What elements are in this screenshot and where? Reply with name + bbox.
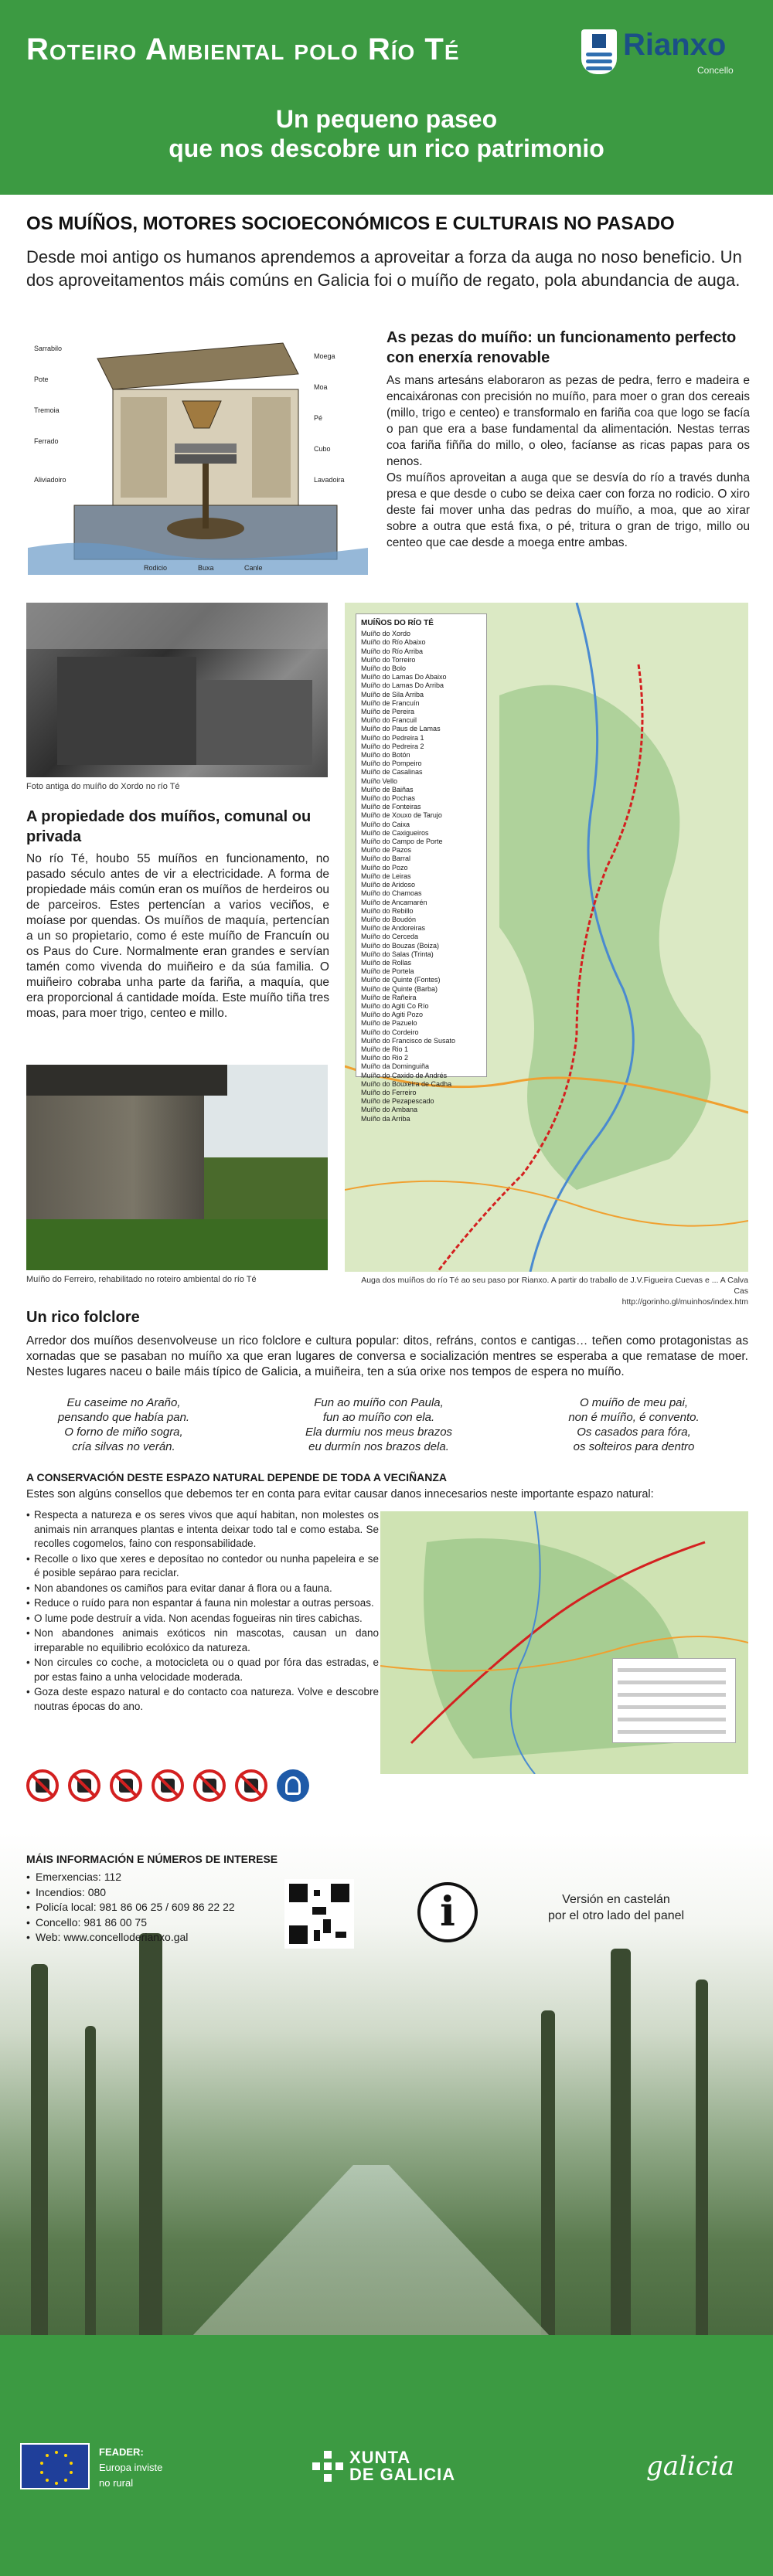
- poem-2: [286, 1395, 472, 1454]
- map-legend-item: Muíño de Leiras: [361, 872, 411, 880]
- map-legend-item: Muíño da Dominguiña: [361, 1062, 430, 1071]
- xunta-line2: DE GALICIA: [349, 2465, 456, 2484]
- map-legend-item: Muíño do Bolo: [361, 664, 407, 673]
- poem-line: O forno de miño sogra,: [64, 1426, 183, 1439]
- header-banner: [0, 0, 773, 195]
- map-legend-item: Muíño do Pozo: [361, 863, 408, 872]
- xunta-line1: XUNTA: [349, 2448, 411, 2467]
- info-list: [26, 1870, 235, 1946]
- map-legend-item: Muíño de Rio 1: [361, 1045, 409, 1053]
- conservation-item: • Non circules co coche, a motocicleta ou o quad por fóra das estradas, e por estas faino a unha velocidade moderada.: [26, 1656, 379, 1684]
- map-caption: [345, 1275, 748, 1307]
- info-item: • Incendios: 080: [26, 1885, 235, 1901]
- map-legend-item: Muíño de Quinte (Barba): [361, 984, 438, 993]
- map-legend-item: Muíño de Pezapescado: [361, 1097, 434, 1106]
- map-legend-item: Muíño Vello: [361, 777, 398, 785]
- map-legend-item: Muíño de Quinte (Fontes): [361, 976, 441, 984]
- rianxo-logo: [581, 28, 751, 77]
- map-legend-item: Muíño de Casalinas: [361, 768, 423, 777]
- conservation-intro: Estes son algúns consellos que debemos ter en conta para evitar causar danos innecesarios neste importante espazo natural:: [26, 1488, 654, 1500]
- no-fire-icon: [26, 1769, 59, 1802]
- mill-diagram: [28, 328, 368, 575]
- version-line2: por el otro lado del panel: [547, 1909, 685, 1922]
- propiedade-title: A propiedade dos muíños, comunal ou privada: [26, 808, 312, 845]
- footer-banner: [0, 2335, 773, 2576]
- eu-flag-icon: [20, 2443, 90, 2489]
- ferreiro-mill-photo: [26, 1065, 328, 1270]
- map-legend-item: Muíño do Paus de Lamas: [361, 725, 441, 733]
- diagram-label: Cubo: [314, 445, 331, 453]
- xunta-text: [349, 2449, 455, 2483]
- conservation-title: A CONSERVACIÓN DESTE ESPAZO NATURAL DEPENDE DE TODA A VECIÑANZA: [26, 1471, 447, 1483]
- poem-line: eu durmín nos brazos dela.: [308, 1440, 449, 1453]
- map-legend-item: Muíño de Xouxo de Tarujo: [361, 811, 442, 820]
- map-legend-item: Muíño do Campo de Porte: [361, 838, 443, 846]
- feader-line1: Europa inviste: [99, 2462, 163, 2473]
- diagram-label: Buxa: [198, 564, 214, 572]
- pezas-text: [386, 372, 750, 551]
- map-legend-item: Muíño do Rio 2: [361, 1054, 409, 1062]
- rianxo-shield-icon: [581, 29, 617, 74]
- feader-title: FEADER:: [99, 2446, 144, 2458]
- map-legend-item: Muíño do Agiti Pozo: [361, 1011, 424, 1019]
- poem-line: non é muíño, é convento.: [568, 1411, 700, 1424]
- map-legend-item: Muíño do Salas (Trinta): [361, 950, 434, 958]
- conservation-item: • Non abandones os camiños para evitar danar á flora ou a fauna.: [26, 1582, 379, 1596]
- mills-route-map: [345, 603, 748, 1272]
- poem-line: Os casados para fóra,: [577, 1426, 691, 1439]
- diagram-label: Pé: [314, 414, 323, 422]
- pezas-title: As pezas do muíño: un funcionamento perfecto con enerxía renovable: [386, 329, 737, 366]
- map-legend-item: Muíño do Ambana: [361, 1106, 418, 1114]
- map-legend-item: Muíño do Lamas Do Arriba: [361, 681, 444, 690]
- map-legend-item: Muíño do Bouxeira de Cadha: [361, 1079, 452, 1088]
- conservation-item: • Recolle o lixo que xeres e deposítao no contedor ou nunha papeleira e se é posible sepárao para reciclar.: [26, 1552, 379, 1581]
- diagram-label: Moa: [314, 383, 328, 391]
- version-note: [512, 1891, 720, 1924]
- poem-line: fun ao muíño con ela.: [322, 1411, 435, 1424]
- propiedade-text: No río Té, houbo 55 muíños en funcionamento, no pasado século antes de vir a electricidade. A forma de propiedade máis común eran os muíños de herdeiros ou de parceiros. Estes pertencían a varios veciños, e moíase por quendas. Os muíños de maquía, pertencían a un so propietario, como é este muíño de Francuín ou os Paus do Cure. Normalmente eran grandes e servían tamén como vivenda do muiñeiro e da súa familia. O muiñeiro cobraba unha parte da fariña, a maquía, que era proporcional á cantidade moída. Este muíño tiña tres moas, para moer trigo, centeo e millo.: [26, 852, 329, 1020]
- map-legend-item: Muíño de Baiñas: [361, 785, 414, 794]
- diagram-label: Tremoia: [34, 406, 60, 414]
- folclore-text: Arredor dos muíños desenvolveuse un rico folclore e cultura popular: ditos, refráns, contos e cantigas… teñen como protagonistas as xornadas que se pasaban no muíño xa que eran lugares de conversa e socialización mentres se esperaba a que rematase de moer. Nestes lugares naceu o baile máis típico de Galicia, a muiñeira, ten a súa orixe nos tempos de espera no muíño.: [26, 1334, 748, 1378]
- map-legend-item: Muíño de Ancamarén: [361, 898, 427, 906]
- no-litter-icon: [68, 1769, 100, 1802]
- info-item: • Policía local: 981 86 06 25 / 609 86 22 22: [26, 1900, 235, 1915]
- subtitle-line1: Un pequeno paseo: [275, 105, 498, 133]
- map-legend-item: Muíño do Ferreiro: [361, 1088, 417, 1096]
- map-legend-item: Muíño do Lamas Do Abaixo: [361, 673, 447, 681]
- map-legend-item: Muíño de Pereira: [361, 708, 415, 716]
- map-legend-item: Muíño do Cordeiro: [361, 1028, 419, 1036]
- map-legend-item: Muíño do Río Abaixo: [361, 638, 426, 647]
- conservation-item: • Reduce o ruído para non espantar á fauna nin molestar a outras persoas.: [26, 1596, 379, 1611]
- conservation-item: • Non abandones animais exóticos nin mascotas, causan un dano irreparable no equilibrio ecolóxico da natureza.: [26, 1626, 379, 1655]
- info-item: • Emerxencias: 112: [26, 1870, 235, 1885]
- conservation-item: • O lume pode destruír a vida. Non acendas fogueiras nin tires cabichas.: [26, 1612, 379, 1626]
- map-legend-item: Muíño do Torreiro: [361, 655, 416, 664]
- conservation-item: • Respecta a natureza e os seres vivos que aquí habitan, non molestes os animais nin arranques plantas e intenta deixar todo tal e como estaba. Se recolles cogomelos, faino con responsabilidade.: [26, 1508, 379, 1551]
- diagram-label: Sarrabilo: [34, 345, 63, 352]
- map-legend-item: Muíño do Xordo: [361, 630, 411, 638]
- map-legend-item: Muíño de Aridoso: [361, 881, 416, 889]
- map-legend-item: Muíño do Francuil: [361, 716, 417, 725]
- map-caption-line2: http://gorinho.gl/muinhos/index.htm: [621, 1297, 748, 1307]
- map-legend-item: Muíño de Pazuelo: [361, 1019, 417, 1028]
- section-title: OS MUÍÑOS, MOTORES SOCIOECONÓMICOS E CULTURAIS NO PASADO: [26, 213, 675, 234]
- trail-overview-map: [380, 1511, 748, 1774]
- diagram-label: Canle: [244, 564, 263, 572]
- map2-legend: [612, 1658, 736, 1743]
- feader-text: [99, 2445, 162, 2491]
- poem-line: Ela durmiu nos meus brazos: [305, 1426, 453, 1439]
- map-legend-list: [361, 630, 482, 1123]
- diagram-label: Pote: [34, 376, 49, 383]
- conservation-item: • Goza deste espazo natural e do contacto coa natureza. Volve e descobre noutras épocas do ano.: [26, 1685, 379, 1714]
- map-legend-item: Muíño do Pompeiro: [361, 760, 422, 768]
- map-legend-item: Muíño do Francisco de Susato: [361, 1036, 456, 1045]
- map-legend-item: Muíño de Pazos: [361, 846, 412, 855]
- diagram-label: Ferrado: [34, 437, 59, 445]
- no-noise-icon: [152, 1769, 184, 1802]
- map-legend-item: Muíño do Pochas: [361, 794, 416, 803]
- feader-line2: no rural: [99, 2477, 134, 2489]
- version-line1: Versión en castelán: [562, 1893, 670, 1906]
- no-campfire-icon: [193, 1769, 226, 1802]
- map-legend-item: Muíño do Barral: [361, 855, 411, 863]
- no-picking-icon: [110, 1769, 142, 1802]
- folclore-title: Un rico folclore: [26, 1309, 140, 1326]
- map-legend: [356, 613, 487, 1123]
- map-legend-item: Muíño do Río Arriba: [361, 647, 424, 655]
- old-mill-photo: [26, 603, 328, 777]
- poem-1: [31, 1395, 216, 1454]
- diagram-label: Moega: [314, 352, 335, 360]
- info-item: • Concello: 981 86 00 75: [26, 1915, 235, 1931]
- logo-subtext: Concello: [697, 65, 734, 76]
- info-item[interactable]: • Web: www.concelloderianxo.gal: [26, 1930, 235, 1946]
- poem-line: Eu caseime no Araño,: [66, 1396, 181, 1409]
- map-legend-item: Muíño de Rañeira: [361, 993, 417, 1001]
- poem-line: cría silvas no verán.: [72, 1440, 175, 1453]
- map-legend-item: Muíño do Botón: [361, 751, 410, 760]
- map-legend-item: Muíño do Agiti Co Río: [361, 1001, 429, 1010]
- map-legend-item: Muíño do Chamoas: [361, 889, 422, 898]
- map-legend-item: Muíño de Fonteiras: [361, 803, 421, 811]
- map-legend-item: Muíño do Caxido de Andrés: [361, 1071, 448, 1079]
- map-legend-item: Muíño do Cerceda: [361, 933, 419, 941]
- conservation-list: [26, 1508, 379, 1715]
- map-legend-item: Muíño de Francuín: [361, 698, 420, 707]
- diagram-label: Rodicio: [144, 564, 168, 572]
- map-legend-item: Muíño do Caixa: [361, 820, 410, 828]
- qr-code[interactable]: [284, 1879, 354, 1949]
- poem-line: pensando que había pan.: [57, 1411, 190, 1424]
- diagram-label: Lavadoira: [314, 476, 345, 484]
- pezas-paragraph-2: Os muíños aproveitan a auga que se desvía do río a través dunha presa e que desde o cubo se deixa caer con forza no rodicio. O xiro deste fai mover unha das pedras do muíño, a moa, que ao xirar sobre a outra que está fixa, o pé, tritura o gran de trigo, millo ou centeo que cae desde a moega entre ambas.: [386, 471, 750, 549]
- map-legend-item: Muíño do Boudón: [361, 915, 417, 923]
- subtitle-line2: que nos descobre un rico patrimonio: [169, 134, 604, 162]
- pezas-paragraph-1: As mans artesáns elaboraron as pezas de pedra, ferro e madeira e encaixáronas con precisión no muíño, para moer o gran dos cereais (millo, trigo e centeo) e transformalo en fariña coa que logo se facía o pan que era a base fundamental da alimentación. Nestas terras coa fariña fiñña do millo, o oleo, facíanse as ricas papas para os nenos.: [386, 374, 750, 468]
- map-legend-item: Muíño da Arriba: [361, 1114, 410, 1123]
- map-legend-item: Muíño do Rebillo: [361, 906, 414, 915]
- map-legend-item: Muíño do Bouzas (Boiza): [361, 941, 440, 950]
- map-caption-line1: Auga dos muíños do río Té ao seu paso por Rianxo. A partir do traballo de J.V.Figueira Cuevas e ... A Calva Cas: [361, 1276, 748, 1296]
- poem-line: O muíño de meu pai,: [579, 1396, 689, 1409]
- diagram-label: Aliviadoiro: [34, 476, 66, 484]
- map-legend-item: Muíño de Andoreiras: [361, 924, 426, 933]
- poem-line: Fun ao muíño con Paula,: [314, 1396, 444, 1409]
- map-legend-title: MUÍÑOS DO RÍO TÉ: [361, 619, 434, 627]
- poem-3: [541, 1395, 727, 1454]
- map-legend-item: Muíño de Portela: [361, 967, 414, 976]
- map-legend-item: Muíño de Rollas: [361, 958, 412, 967]
- poem-line: os solteiros para dentro: [573, 1440, 695, 1453]
- xunta-logo-icon: [312, 2451, 343, 2482]
- map-legend-item: Muíño de Caxigueiros: [361, 828, 429, 837]
- galicia-logo: galicia: [646, 2451, 734, 2482]
- map-legend-item: Muíño do Pedreira 2: [361, 742, 424, 750]
- logo-text: Rianxo: [623, 28, 727, 62]
- page-title: Roteiro Ambiental polo Río Té: [26, 32, 460, 66]
- old-mill-photo-caption: Foto antiga do muíño do Xordo no río Té: [26, 782, 180, 791]
- info-icon: i: [417, 1882, 478, 1942]
- map-legend-item: Muíño de Sila Arriba: [361, 690, 424, 698]
- info-title: MÁIS INFORMACIÓN E NÚMEROS DE INTERESE: [26, 1853, 278, 1865]
- ferreiro-mill-photo-caption: Muíño do Ferreiro, rehabilitado no roteiro ambiental do río Té: [26, 1275, 257, 1284]
- stay-on-path-icon: [277, 1769, 309, 1802]
- map-legend-item: Muíño do Pedreira 1: [361, 733, 424, 742]
- intro-paragraph: Desde moi antigo os humanos aprendemos a aproveitar a forza da auga no noso beneficio. Un dos aproveitamentos máis comúns en Galicia foi o muíño de regato, pola abundancia de auga.: [26, 247, 742, 290]
- stream: [193, 2165, 549, 2335]
- no-vehicles-icon: [235, 1769, 267, 1802]
